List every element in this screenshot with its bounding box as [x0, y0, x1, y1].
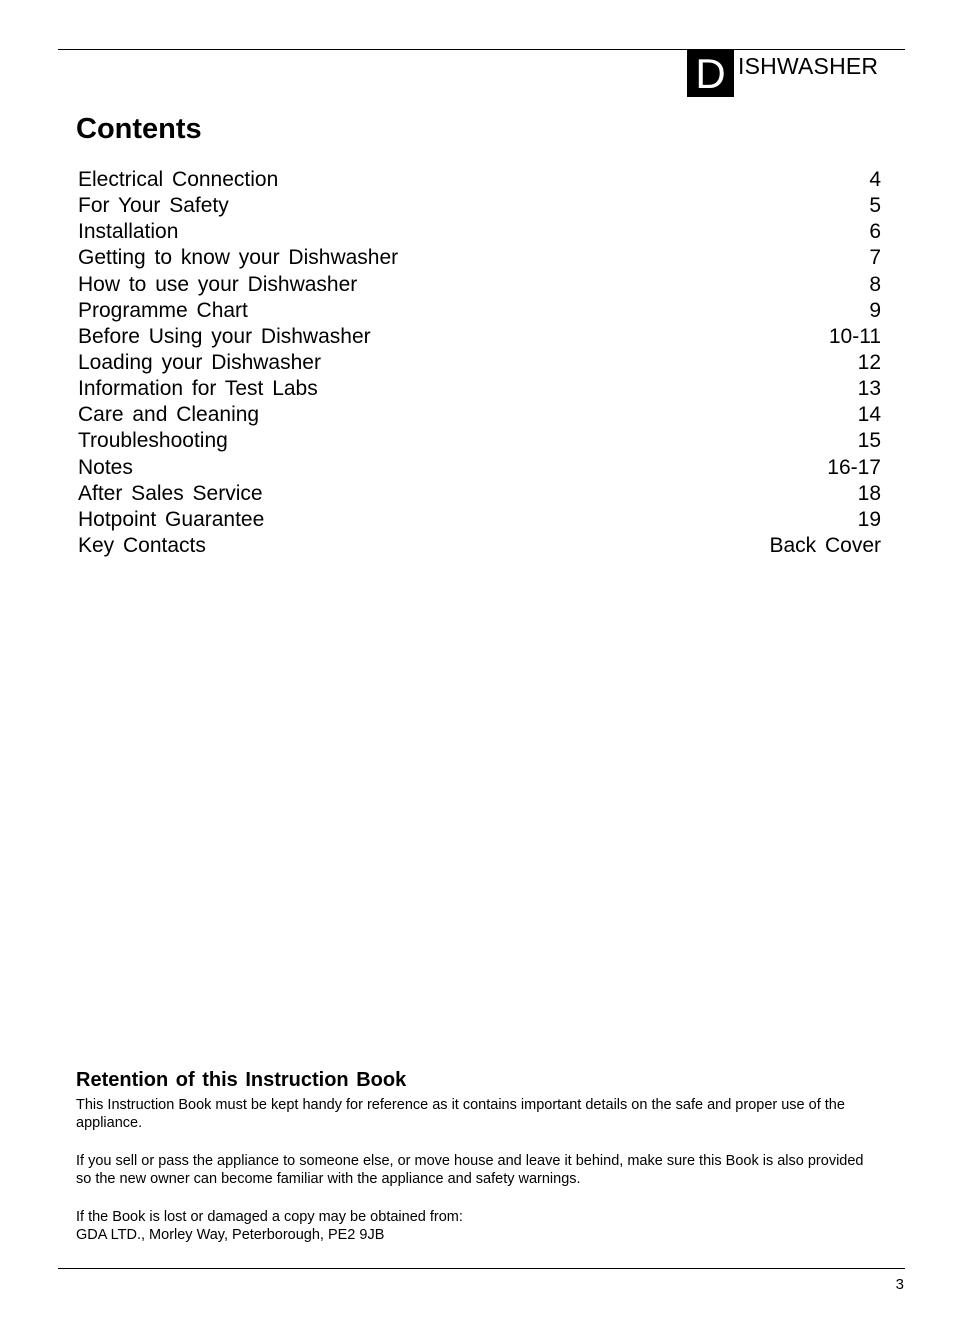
- toc-entry-label: Electrical Connection: [78, 168, 279, 191]
- page-title: Contents: [76, 113, 202, 145]
- header-text: ISHWASHER: [738, 53, 879, 79]
- toc-entry-label: Installation: [78, 220, 179, 244]
- toc-entry: [78, 428, 881, 454]
- toc-entry: [78, 350, 881, 376]
- toc-entry-label: After Sales Service: [78, 481, 263, 505]
- toc-entry-label: Loading your Dishwasher: [78, 350, 321, 374]
- toc-entry-page: 7: [869, 246, 881, 270]
- toc-entry: [78, 245, 881, 271]
- toc-entry-page: 4: [869, 168, 881, 191]
- toc-entry-page: 6: [869, 220, 881, 244]
- toc-entry-page: Back Cover: [769, 533, 881, 557]
- toc-entry: [78, 167, 881, 193]
- toc-entry-label: Care and Cleaning: [78, 403, 260, 427]
- toc-entry-label: Information for Test Labs: [78, 377, 318, 401]
- retention-paragraph-pass-on: If you sell or pass the appliance to someone else, or move house and leave it behind, make sure this Book is also provided so the new owner can become familiar with the appliance and safety warnings.: [76, 1153, 864, 1187]
- retention-heading: Retention of this Instruction Book: [76, 1069, 407, 1091]
- toc-entry-label: Getting to know your Dishwasher: [78, 246, 399, 270]
- section-header: [687, 50, 878, 97]
- toc-entry-label: Before Using your Dishwasher: [78, 324, 371, 348]
- toc-entry-page: 8: [869, 272, 881, 296]
- toc-entry-page: 16-17: [827, 455, 881, 479]
- toc-entry: [78, 533, 881, 559]
- toc-entry-page: 15: [857, 429, 881, 453]
- toc-entry: [78, 507, 881, 533]
- toc-entry-page: 12: [857, 350, 881, 374]
- toc-entry: [78, 272, 881, 298]
- retention-paragraph-copy-source: If the Book is lost or damaged a copy may be obtained from:: [76, 1209, 463, 1225]
- toc-entry-label: Troubleshooting: [78, 429, 228, 453]
- header-initial-block: D: [687, 50, 734, 97]
- toc-entry-page: 9: [869, 298, 881, 322]
- toc-entry-label: For Your Safety: [78, 194, 229, 218]
- toc-entry-page: 14: [857, 403, 881, 427]
- toc-entry-page: 18: [857, 481, 881, 505]
- contents-list: [78, 167, 881, 559]
- toc-entry-page: 19: [857, 507, 881, 531]
- retention-paragraph-keep-handy: This Instruction Book must be kept handy for reference as it contains important details on the safe and proper use of the appliance.: [76, 1097, 845, 1131]
- toc-entry: [78, 193, 881, 219]
- toc-entry-label: Programme Chart: [78, 298, 248, 322]
- toc-entry-page: 13: [857, 377, 881, 401]
- toc-entry-label: Notes: [78, 455, 133, 479]
- toc-entry: [78, 455, 881, 481]
- toc-entry-label: How to use your Dishwasher: [78, 272, 358, 296]
- toc-entry: [78, 324, 881, 350]
- toc-entry: [78, 402, 881, 428]
- toc-entry-page: 10-11: [828, 324, 881, 348]
- toc-entry: [78, 376, 881, 402]
- toc-entry: [78, 481, 881, 507]
- retention-section: [76, 1068, 876, 1244]
- toc-entry-page: 5: [869, 194, 881, 218]
- toc-entry: [78, 219, 881, 245]
- bottom-rule: [58, 1268, 905, 1269]
- toc-entry-label: Hotpoint Guarantee: [78, 507, 265, 531]
- toc-entry: [78, 298, 881, 324]
- toc-entry-label: Key Contacts: [78, 533, 206, 557]
- page-number: 3: [895, 1276, 904, 1293]
- retention-address: GDA LTD., Morley Way, Peterborough, PE2 9JB: [76, 1227, 385, 1243]
